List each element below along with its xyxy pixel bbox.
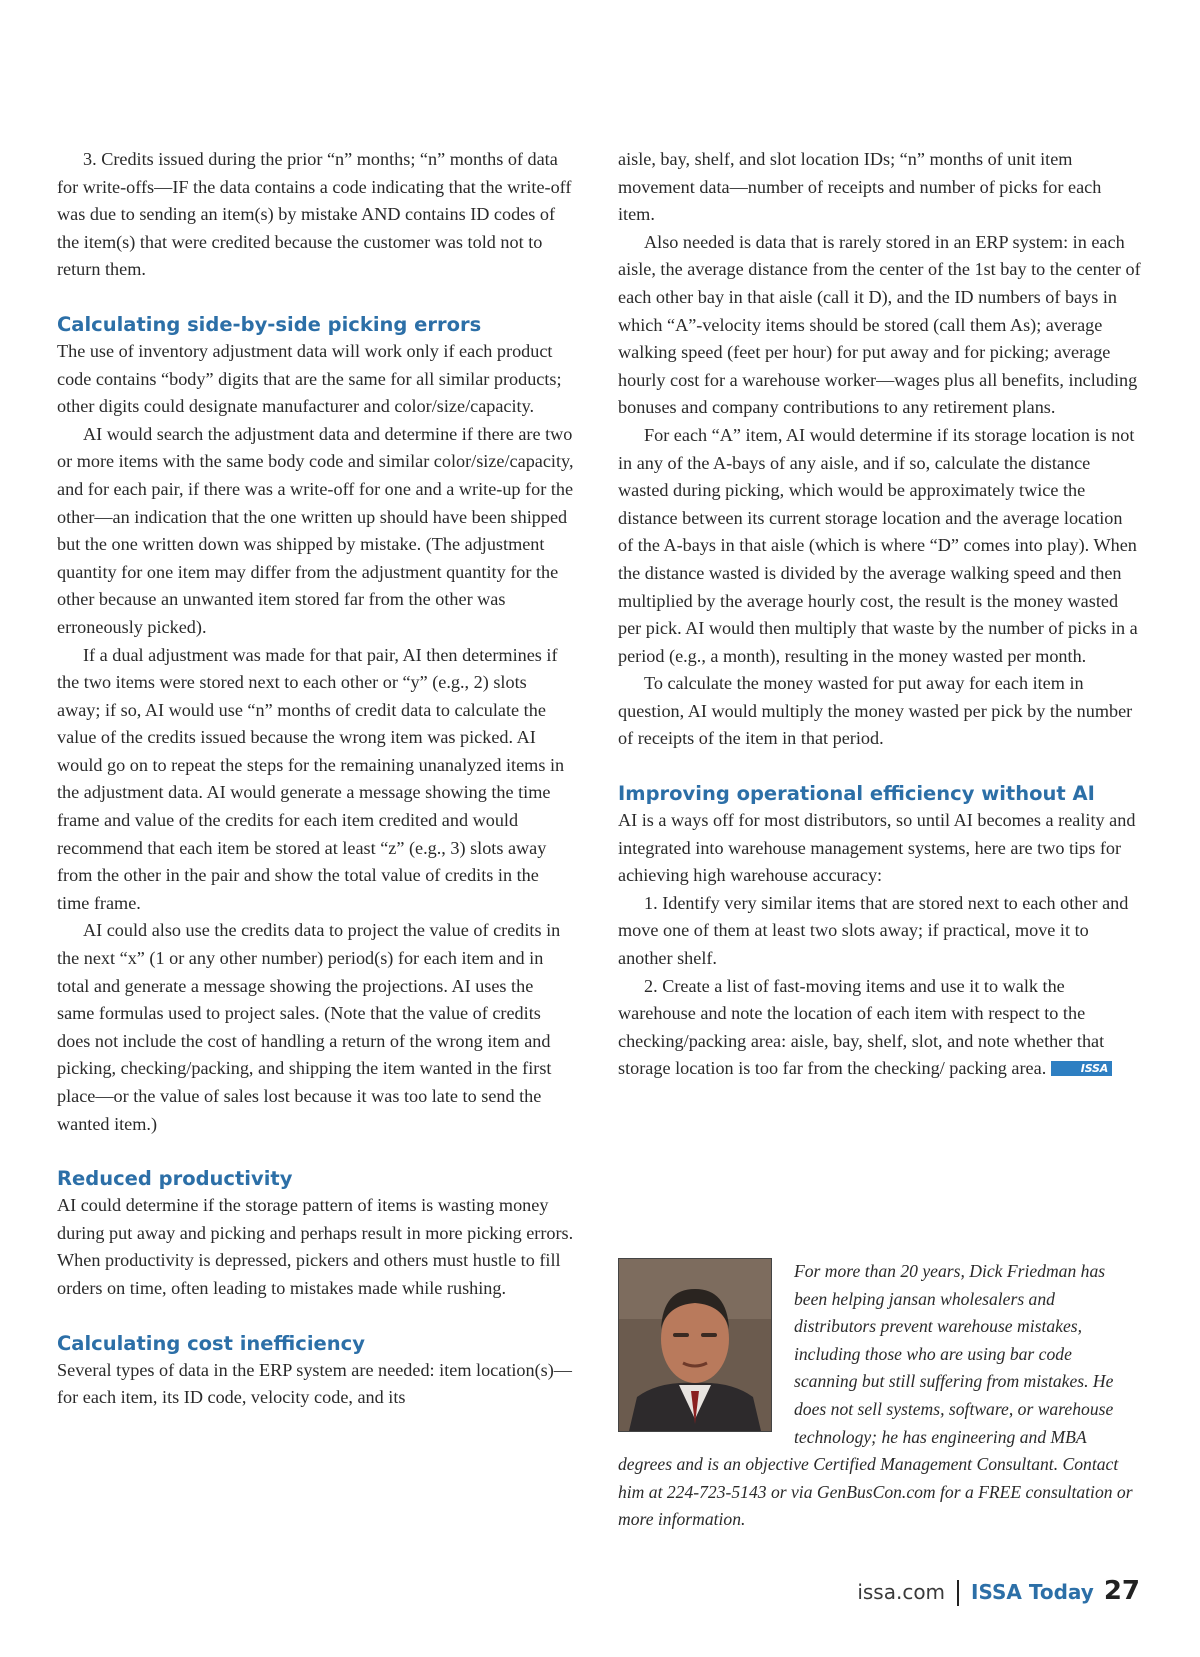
paragraph: AI could also use the credits data to project the value of credits in the next “x” (1 or any other number) period(s) for each item and in total and generate a message showing the projections. AI uses the same formulas used to project sales. (Note that the value of credits does not include the cost of handling a return of the wrong item and picking, checking/packing, and shipping the item wanted in the first place—or the value of sales lost because it was too late to send the wanted item.) xyxy=(57,920,561,1134)
paragraph: AI could determine if the storage pattern of items is wasting money during put away and picking and perhaps result in more picking errors. When productivity is depressed, pickers and others must hustle to fill orders on time, often leading to mistakes made while rushing. xyxy=(57,1195,574,1298)
paragraph: Several types of data in the ERP system are needed: item location(s)—for each item, its ID code, velocity code, and its xyxy=(57,1359,572,1408)
issa-end-logo: ISSA xyxy=(1051,1061,1112,1076)
section-heading: Reduced productivity xyxy=(57,1167,293,1191)
page-number: 27 xyxy=(1103,1576,1140,1606)
author-bio xyxy=(618,1258,1138,1534)
section-heading: Calculating side-by-side picking errors xyxy=(57,312,482,336)
right-column xyxy=(618,146,1142,1083)
footer-website: issa.com xyxy=(857,1580,946,1604)
paragraph: aisle, bay, shelf, and slot location IDs; “n” months of unit item movement data—number of receipts and number of picks for each item. xyxy=(618,149,1102,225)
paragraph: For each “A” item, AI would determine if its storage location is not in any of the A-bays of any aisle, and if so, calculate the distance wasted during picking, which would be approximately twice the distance between its current storage location and the average location of the A-bays in that aisle (which is where “D” comes into play). When the distance wasted is divided by the average walking speed and then multiplied by the average hourly cost, the result is the money wasted per pick. AI would then multiply that waste by the number of picks in a period (e.g., a month), resulting in the money wasted per month. xyxy=(618,424,1138,666)
left-column xyxy=(57,146,574,1412)
bio-text: For more than 20 years, Dick Friedman has been helping jansan wholesalers and distributors prevent warehouse mistakes, including those who are using bar code scanning but still suffering from mistakes. He does not sell systems, software, or warehouse technology; he has engineering and MBA degrees and is an objective Certified Management Consultant. Contact him at 224-723-5143 or via GenBusCon.com for a FREE consultation or more information. xyxy=(618,1261,1133,1530)
paragraph: 3. Credits issued during the prior “n” months; “n” months of data for write-offs—IF the data contains a code indicating that the write-off was due to sending an item(s) by mistake AND contains ID codes of the item(s) that were credited because the customer was told not to return them. xyxy=(57,149,572,280)
author-portrait-icon xyxy=(619,1259,771,1431)
paragraph: AI is a ways off for most distributors, so until AI becomes a reality and integrated into warehouse management systems, here are two tips for achieving high warehouse accuracy: xyxy=(618,810,1136,886)
page-footer xyxy=(857,1576,1140,1610)
paragraph: AI would search the adjustment data and determine if there are two or more items with the same body code and similar color/size/capacity, and for each pair, if there was a write-off for one and a write-up for the other—an indication that the one written up should have been shipped but the one written down was shipped by mistake. (The adjustment quantity for one item may differ from the adjustment quantity for the other because an unwanted item stored far from the other was erroneously picked). xyxy=(57,423,574,637)
paragraph: The use of inventory adjustment data will work only if each product code contains “body” digits that are the same for all similar products; other digits could designate manufacturer and color/size/capacity. xyxy=(57,340,562,417)
section-heading: Calculating cost inefficiency xyxy=(57,1331,365,1355)
section-heading: Improving operational efficiency without AI xyxy=(618,782,1095,806)
footer-magazine-title: ISSA Today xyxy=(971,1580,1094,1604)
paragraph-text: 2. Create a list of fast-moving items and use it to walk the warehouse and note the location of each item with respect to the checking/packing area: aisle, bay, shelf, slot, and note whether that storage location is too far from the checking/ packing area. xyxy=(618,975,1105,1079)
paragraph: 1. Identify very similar items that are stored next to each other and move one of them at least two slots away; if practical, move it to another shelf. xyxy=(618,892,1129,969)
paragraph: If a dual adjustment was made for that pair, AI then determines if the two items were stored next to each other or “y” (e.g., 2) slots away; if so, AI would use “n” months of credit data to calculate the value of the credits issued because the wrong item was picked. AI would go on to repeat the steps for the remaining unanalyzed items in the adjustment data. AI would generate a message showing the time frame and value of the credits for each item credited and would recommend that each item be stored at least “z” (e.g., 3) slots away from the other in the pair and show the total value of credits in the time frame. xyxy=(57,644,565,913)
footer-divider xyxy=(957,1580,959,1606)
author-photo xyxy=(618,1258,772,1432)
paragraph xyxy=(618,973,1142,1083)
paragraph: To calculate the money wasted for put away for each item in question, AI would multiply the money wasted per pick by the number of receipts of the item in that period. xyxy=(618,673,1133,749)
paragraph: Also needed is data that is rarely stored in an ERP system: in each aisle, the average distance from the center of the 1st bay to the center of each other bay in that aisle (call it D), and the ID numbers of bays in which “A”-velocity items should be stored (call them As); average walking speed (feet per hour) for put away and for picking; average hourly cost for a warehouse worker—wages plus all benefits, including bonuses and company contributions to any retirement plans. xyxy=(618,231,1141,418)
